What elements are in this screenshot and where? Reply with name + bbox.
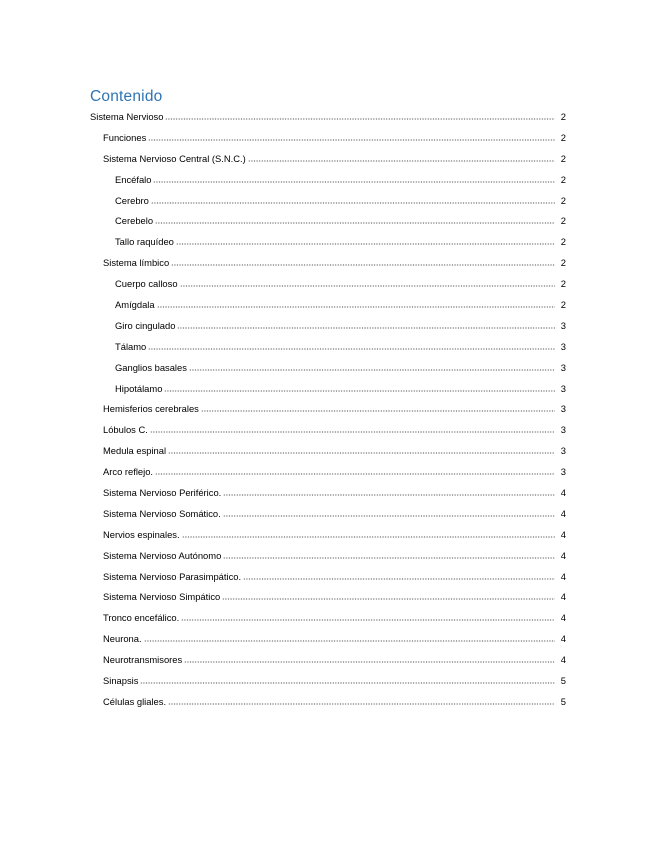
toc-entry[interactable] xyxy=(90,696,566,717)
dot-leader xyxy=(151,195,555,204)
toc-entry-label: Medula espinal xyxy=(103,445,167,457)
toc-page-number: 4 xyxy=(560,528,566,540)
toc-entry[interactable] xyxy=(90,654,566,675)
toc-entry-label: Lóbulos C. xyxy=(103,424,148,436)
toc-page-number: 4 xyxy=(560,654,566,666)
toc-entry[interactable] xyxy=(90,612,566,633)
toc-page-number: 3 xyxy=(560,340,566,352)
dot-leader xyxy=(177,320,555,329)
toc-entry[interactable] xyxy=(90,111,566,132)
toc-title: Contenido xyxy=(90,88,163,105)
toc-entry[interactable] xyxy=(90,236,566,257)
table-of-contents xyxy=(90,111,566,717)
toc-page-number: 3 xyxy=(560,403,566,415)
toc-entry-label: Sistema Nervioso Autónomo xyxy=(103,549,222,561)
toc-entry-label: Células gliales. xyxy=(103,695,167,707)
dot-leader xyxy=(165,111,555,120)
toc-entry[interactable] xyxy=(90,383,566,404)
toc-entry-label: Neurona. xyxy=(103,633,142,645)
toc-page-number: 4 xyxy=(560,570,566,582)
toc-entry-label: Amígdala xyxy=(115,299,155,311)
toc-page-number: 4 xyxy=(560,549,566,561)
dot-leader xyxy=(182,529,555,538)
toc-entry[interactable] xyxy=(90,424,566,445)
toc-entry[interactable] xyxy=(90,403,566,424)
toc-entry[interactable] xyxy=(90,195,566,216)
toc-entry[interactable] xyxy=(90,362,566,383)
toc-page-number: 4 xyxy=(560,591,566,603)
toc-page-number: 2 xyxy=(560,299,566,311)
toc-page-number: 2 xyxy=(560,215,566,227)
toc-entry-label: Arco reflejo. xyxy=(103,466,154,478)
toc-entry[interactable] xyxy=(90,487,566,508)
toc-page-number: 5 xyxy=(560,695,566,707)
toc-entry-label: Neurotransmisores xyxy=(103,654,183,666)
toc-page-number: 3 xyxy=(560,361,566,373)
dot-leader xyxy=(181,612,555,621)
dot-leader xyxy=(201,403,555,412)
toc-page-number: 2 xyxy=(560,278,566,290)
dot-leader xyxy=(171,257,555,266)
toc-entry[interactable] xyxy=(90,675,566,696)
dot-leader xyxy=(140,675,555,684)
toc-page-number: 3 xyxy=(560,424,566,436)
toc-page-number: 2 xyxy=(560,111,566,122)
toc-entry[interactable] xyxy=(90,571,566,592)
toc-page-number: 3 xyxy=(560,319,566,331)
toc-entry-label: Cerebro xyxy=(115,194,149,206)
dot-leader xyxy=(157,299,555,308)
dot-leader xyxy=(189,362,555,371)
dot-leader xyxy=(148,341,555,350)
toc-entry-label: Sistema Nervioso Somático. xyxy=(103,507,221,519)
toc-entry-label: Tálamo xyxy=(115,340,147,352)
toc-page-number: 2 xyxy=(560,236,566,248)
toc-entry-label: Sistema Nervioso xyxy=(90,111,164,122)
dot-leader xyxy=(144,633,555,642)
toc-entry-label: Cuerpo calloso xyxy=(115,278,178,290)
dot-leader xyxy=(222,591,555,600)
toc-page-number: 2 xyxy=(560,131,566,143)
dot-leader xyxy=(184,654,555,663)
toc-page-number: 5 xyxy=(560,675,566,687)
toc-entry-label: Giro cingulado xyxy=(115,319,176,331)
toc-page-number: 4 xyxy=(560,507,566,519)
toc-entry[interactable] xyxy=(90,591,566,612)
toc-entry[interactable] xyxy=(90,320,566,341)
toc-entry-label: Hipotálamo xyxy=(115,382,163,394)
toc-entry-label: Sistema Nervioso Periférico. xyxy=(103,487,222,499)
dot-leader xyxy=(148,132,555,141)
toc-entry[interactable] xyxy=(90,341,566,362)
dot-leader xyxy=(153,174,555,183)
toc-entry-label: Tronco encefálico. xyxy=(103,612,180,624)
toc-page-number: 2 xyxy=(560,152,566,164)
toc-page-number: 3 xyxy=(560,382,566,394)
toc-entry[interactable] xyxy=(90,153,566,174)
toc-entry-label: Hemisferios cerebrales xyxy=(103,403,199,415)
dot-leader xyxy=(168,445,555,454)
toc-entry[interactable] xyxy=(90,445,566,466)
toc-entry-label: Ganglios basales xyxy=(115,361,187,373)
dot-leader xyxy=(223,550,555,559)
dot-leader xyxy=(155,215,555,224)
toc-entry-label: Sistema límbico xyxy=(103,257,170,269)
toc-page-number: 3 xyxy=(560,445,566,457)
toc-entry[interactable] xyxy=(90,132,566,153)
toc-page-number: 4 xyxy=(560,487,566,499)
toc-entry-label: Nervios espinales. xyxy=(103,528,180,540)
toc-entry[interactable] xyxy=(90,299,566,320)
dot-leader xyxy=(168,696,555,705)
toc-entry-label: Sinapsis xyxy=(103,675,139,687)
dot-leader xyxy=(155,466,555,475)
toc-entry-label: Sistema Nervioso Central (S.N.C.) xyxy=(103,152,246,164)
toc-entry-label: Encéfalo xyxy=(115,173,152,185)
toc-entry-label: Sistema Nervioso Simpático xyxy=(103,591,221,603)
toc-page-number: 2 xyxy=(560,173,566,185)
toc-entry[interactable] xyxy=(90,466,566,487)
toc-entry-label: Funciones xyxy=(103,131,147,143)
toc-entry[interactable] xyxy=(90,633,566,654)
toc-entry[interactable] xyxy=(90,257,566,278)
dot-leader xyxy=(223,487,555,496)
toc-entry[interactable] xyxy=(90,529,566,550)
toc-page-number: 4 xyxy=(560,633,566,645)
dot-leader xyxy=(243,571,555,580)
dot-leader xyxy=(248,153,555,162)
toc-entry[interactable] xyxy=(90,215,566,236)
toc-entry[interactable] xyxy=(90,508,566,529)
toc-page-number: 4 xyxy=(560,612,566,624)
toc-entry[interactable] xyxy=(90,174,566,195)
toc-page-number: 2 xyxy=(560,194,566,206)
dot-leader xyxy=(180,278,555,287)
toc-page-number: 2 xyxy=(560,257,566,269)
toc-entry[interactable] xyxy=(90,278,566,299)
dot-leader xyxy=(164,383,555,392)
toc-entry-label: Cerebelo xyxy=(115,215,154,227)
toc-entry-label: Tallo raquídeo xyxy=(115,236,174,248)
dot-leader xyxy=(176,236,555,245)
toc-entry[interactable] xyxy=(90,550,566,571)
dot-leader xyxy=(223,508,555,517)
toc-entry-label: Sistema Nervioso Parasimpático. xyxy=(103,570,242,582)
dot-leader xyxy=(150,424,555,433)
toc-page-number: 3 xyxy=(560,466,566,478)
